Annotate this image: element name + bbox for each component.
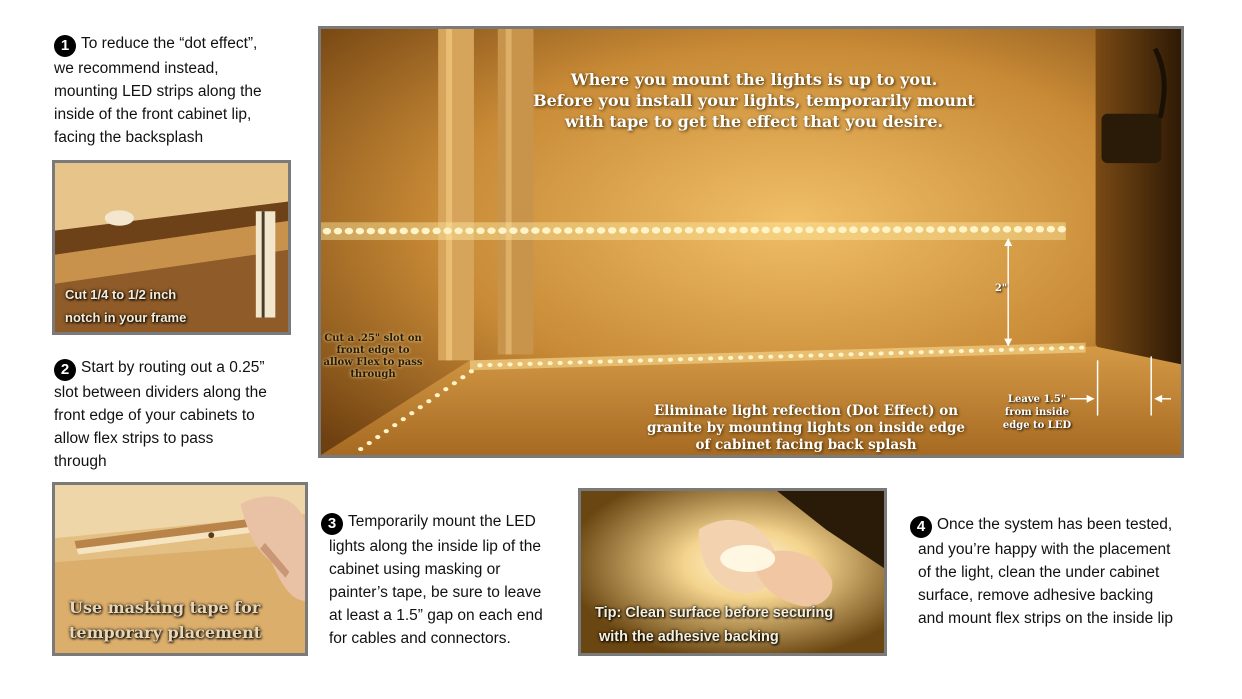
step-2-number: 2	[54, 359, 76, 381]
main-top-caption: Where you mount the lights is up to you. Before you install your lights, temporarily mount with tape to get the effect that you desire.	[533, 70, 975, 131]
slot-caption: Cut a .25" slot on front edge to allow Flex to pass through	[323, 333, 423, 380]
step-1-text: 1 To reduce the “dot effect”, we recommend instead, mounting LED strips along the inside of the front cabinet lip, facing the backsplash	[54, 35, 262, 146]
masking-tape-caption: Use masking tape for temporary placement	[69, 598, 262, 642]
masking-tape-photo	[52, 482, 308, 656]
step-4-text: 4 Once the system has been tested, and you’re happy with the placement of the light, clean the under cabinet surface, remove adhesive backing and mount flex strips on the inside lip	[910, 513, 1173, 630]
step-1-number: 1	[54, 35, 76, 57]
main-bottom-caption: Eliminate light refection (Dot Effect) on granite by mounting lights on inside edge of cabinet facing back splash	[646, 403, 965, 453]
leave-gap-caption: Leave 1.5" from inside edge to LED	[1002, 394, 1072, 431]
step-4-number: 4	[910, 516, 932, 538]
notch-frame-caption: Cut 1/4 to 1/2 inch notch in your frame	[65, 287, 187, 325]
gap-label: 2"	[994, 283, 1008, 294]
step-2-text: 2 Start by routing out a 0.25” slot between dividers along the front edge of your cabinets to allow flex strips to pass through	[54, 359, 267, 470]
notch-frame-photo	[52, 160, 291, 335]
clean-surface-caption: Tip: Clean surface before securing with the adhesive backing	[595, 605, 834, 645]
clean-surface-photo	[578, 488, 887, 656]
under-cabinet-led-photo	[318, 26, 1184, 458]
step-3-text: 3 Temporarily mount the LED lights along the inside lip of the cabinet using masking or painter’s tape, be sure to leave at least a 1.5” gap on each end for cables and connectors.	[321, 510, 543, 650]
step-3-number: 3	[321, 513, 343, 535]
